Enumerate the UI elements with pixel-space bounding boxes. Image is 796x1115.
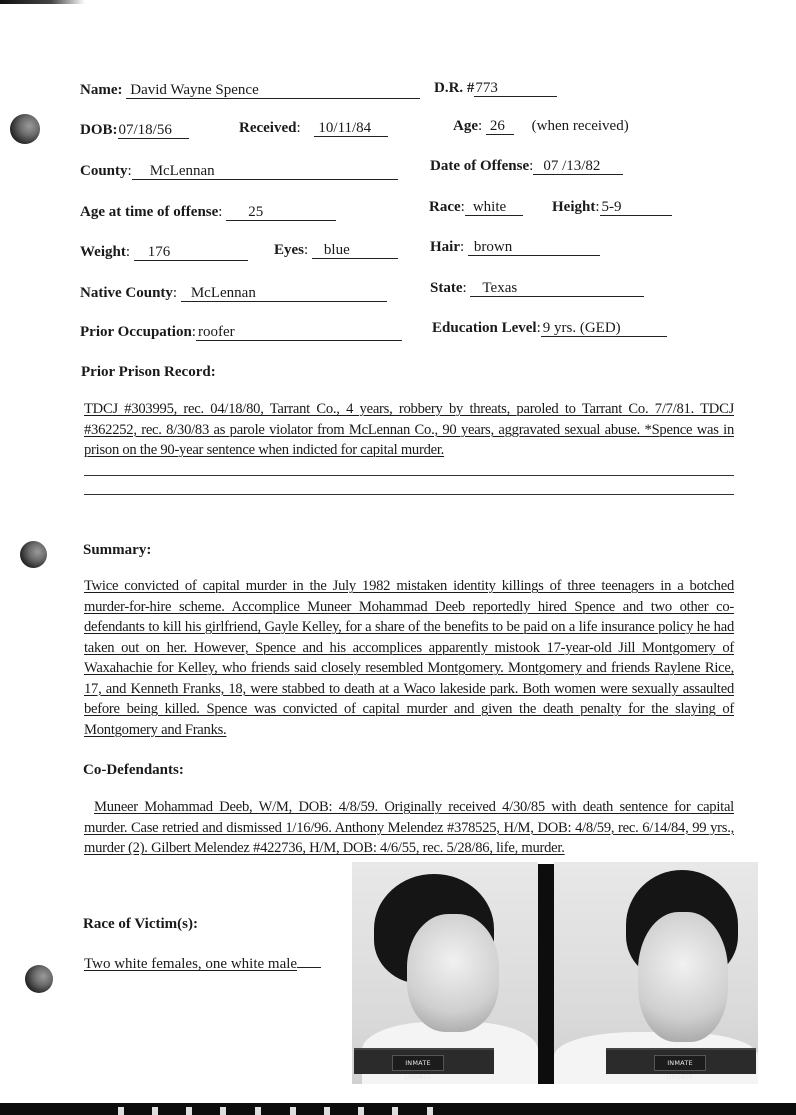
education-level-value: 9 yrs. (GED) [541,321,667,337]
native-county-value: McLennan [181,286,387,302]
binder-hole-bottom [25,965,53,993]
dob-value: 07/18/56 [118,123,189,139]
race-of-victims-text: Two white females, one white male [84,956,321,973]
co-defendants-heading: Co-Defendants: [83,762,184,778]
state-value: Texas [470,281,644,297]
face [407,914,499,1032]
prior-prison-record-heading: Prior Prison Record: [81,364,216,380]
name-value: David Wayne Spence [126,83,420,99]
blank-line [84,475,734,476]
photo-divider [538,864,554,1084]
dr-number-field: D.R. #773 [434,80,557,97]
scan-edge-smudge [0,0,85,4]
race-of-victims-heading: Race of Victim(s): [83,916,198,932]
summary-heading: Summary: [83,542,152,558]
dob-field: DOB:07/18/56 [80,122,189,139]
eyes-value: blue [312,243,398,259]
hair-value: brown [468,240,600,256]
prior-occupation-field: Prior Occupation: roofer [80,324,402,341]
date-of-offense-field: Date of Offense: 07 /13/82 [430,158,623,175]
binder-hole-top [10,114,40,144]
received-field: Received: 10/11/84 [239,120,388,137]
placard-label: INMATE UPDATE [392,1055,444,1071]
state-field: State: Texas [430,280,644,297]
mugshot-profile [352,862,538,1084]
blank-line [84,494,734,495]
co-defendants-text: Muneer Mohammad Deeb, W/M, DOB: 4/8/59. Originally received 4/30/85 with death sentence for capital murder. Case retried and dismissed 1/16/96. Anthony Melendez #378525, H/M, DOB: 4/8/59, rec. 6/14/84, 99 yrs., murder (2). Gilbert Melendez #422736, H/M, DOB: 4/6/55, rec. 5/28/86, life, murder. [84,799,734,856]
prior-prison-record-text: TDCJ #303995, rec. 04/18/80, Tarrant Co., 4 years, robbery by threats, paroled to Tarrant Co. 7/7/81. TDCJ #362252, rec. 8/30/83 as parole violator from McLennan Co., 90 years, aggravated sexual abuse. *Spence was in prison on the 90-year sentence when indicted for capital murder. [84,401,734,458]
summary-text: Twice convicted of capital murder in the July 1982 mistaken identity killings of three teenagers in a botched murder-for-hire scheme. Accomplice Muneer Mohammad Deeb reportedly hired Spence and two other co-defendants to kill his girlfriend, Gayle Kelley, for a share of the benefits to be paid on a life insurance policy he had taken out on her. However, Spence and his accomplices apparently mistook 17-year-old Jill Montgomery of Waxahachie for Kelley, who friends said closely resembled Montgomery. Montgomery and friends Raylene Rice, 17, and Kenneth Franks, 18, were stabbed to death at a Waco lakeside park. Both women were sexually assaulted before being killed. Spence was convicted of capital murder and given the death penalty for the slaying of Montgomery and Franks. [84,578,734,738]
mugshot-photos [346,862,758,1084]
placard [354,1048,494,1081]
weight-value: 176 [134,245,248,261]
age-value: 26 [486,119,514,135]
name-field: Name: David Wayne Spence [80,82,420,99]
scan-edge-band [0,1103,796,1115]
height-value: 5-9 [600,200,672,216]
age-note: (when received) [531,118,629,134]
date-of-offense-value: 07 /13/82 [533,159,623,175]
education-level-field: Education Level: 9 yrs. (GED) [432,320,667,337]
age-field: Age: 26 (when received) [453,118,629,134]
eyes-field: Eyes: blue [274,242,398,259]
placard-label: INMATE UPDATE [654,1055,706,1071]
native-county-field: Native County: McLennan [80,285,387,302]
face [638,912,728,1042]
height-field: Height: 5-9 [552,199,672,216]
weight-field: Weight: 176 [80,244,248,261]
age-at-offense-field: Age at time of offense: 25 [80,204,336,221]
county-value: McLennan [132,164,398,180]
binder-hole-middle [20,541,47,568]
mugshot-front [554,862,758,1084]
county-field: County: McLennan [80,163,398,180]
race-value: white [465,200,523,216]
age-at-offense-value: 25 [226,205,336,221]
dr-number-value: 773 [474,81,557,97]
placard [606,1048,756,1081]
received-value: 10/11/84 [314,121,388,137]
race-field: Race: white [429,199,523,216]
prior-occupation-value: roofer [196,325,402,341]
hair-field: Hair: brown [430,239,600,256]
